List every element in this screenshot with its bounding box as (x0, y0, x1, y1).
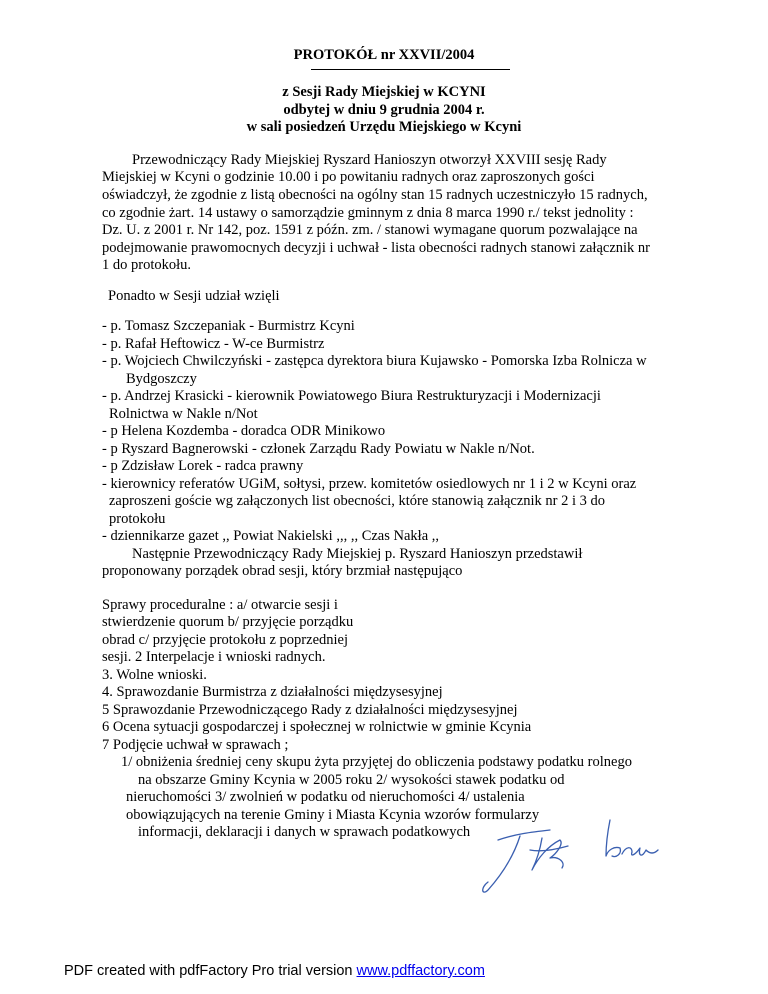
agenda-line: 3. Wolne wnioski. (102, 667, 207, 683)
subtitle-line-2: odbytej w dniu 9 grudnia 2004 r. (283, 102, 485, 118)
agenda-line: sesji. 2 Interpelacje i wnioski radnych. (102, 649, 326, 665)
intro-line: 1 do protokołu. (102, 257, 192, 273)
intro-line: Miejskiej w Kcyni o godzinie 10.00 i po powitaniu radnych oraz zaproszonych gości (102, 169, 595, 185)
intro-line: Przewodniczący Rady Miejskiej Ryszard Hanioszyn otworzył XXVIII sesję Rady (132, 152, 607, 168)
attendee-line: - p Ryszard Bagnerowski - członek Zarządu Rady Powiatu w Nakle n/Not. (102, 441, 535, 457)
attendee-line: - p. Wojciech Chwilczyński - zastępca dyrektora biura Kujawsko - Pomorska Izba Rolnicza w (102, 353, 647, 369)
agenda-line: nieruchomości 3/ zwolnień w podatku od nieruchomości 4/ ustalenia (126, 789, 525, 805)
document-title: PROTOKÓŁ nr XXVII/2004 (293, 47, 475, 63)
attendee-line: - p. Andrzej Krasicki - kierownik Powiatowego Biura Restrukturyzacji i Modernizacji (102, 388, 601, 404)
title-underline (311, 69, 510, 70)
agenda-line: 6 Ocena sytuacji gospodarczej i społecznej w rolnictwie w gminie Kcynia (102, 719, 532, 735)
agenda-line: obrad c/ przyjęcie protokołu z poprzedniej (102, 632, 348, 648)
intro-line: co zgodnie żart. 14 ustawy o samorządzie gminnym z dnia 8 marca 1990 r./ tekst jednolity : (102, 205, 634, 221)
subtitle-line-3: w sali posiedzeń Urzędu Miejskiego w Kcyni (246, 119, 522, 135)
attendee-line: Rolnictwa w Nakle n/Not (109, 406, 258, 422)
agenda-line: na obszarze Gminy Kcynia w 2005 roku 2/ wysokości stawek podatku od (138, 772, 565, 788)
agenda-line: informacji, deklaracji i danych w sprawach podatkowych (138, 824, 471, 840)
agenda-line: Sprawy proceduralne : a/ otwarcie sesji i (102, 597, 338, 613)
attendee-line: - p Helena Kozdemba - doradca ODR Minikowo (102, 423, 386, 439)
attendee-line: - p. Rafał Heftowicz - W-ce Burmistrz (102, 336, 325, 352)
attendee-line: - dziennikarze gazet ,, Powiat Nakielski ,,, ,, Czas Nakła ,, (102, 528, 440, 544)
attendee-line: - p Zdzisław Lorek - radca prawny (102, 458, 304, 474)
intro-line: podejmowanie prawomocnych decyzji i uchwał - lista obecności radnych stanowi załącznik nr (102, 240, 650, 256)
intro-line: Dz. U. z 2001 r. Nr 142, poz. 1591 z późn. zm. / stanowi wymagane quorum pozwalające na (102, 222, 638, 238)
subtitle-line-1: z Sesji Rady Miejskiej w KCYNI (282, 84, 486, 100)
intro-line: oświadczył, że zgodnie z listą obecności na ogólny stan 15 radnych uczestniczyło 15 radnych, (102, 187, 648, 203)
agenda-line: obowiązujących na terenie Gminy i Miasta Kcynia wzorów formularzy (126, 807, 540, 823)
agenda-line: stwierdzenie quorum b/ przyjęcie porządku (102, 614, 354, 630)
footer-link[interactable]: www.pdffactory.com (356, 963, 485, 979)
pdf-footer (64, 963, 485, 979)
agenda-line: 1/ obniżenia średniej ceny skupu żyta przyjętej do obliczenia podstawy podatku rolnego (121, 754, 632, 770)
attendee-line: Bydgoszczy (126, 371, 197, 387)
attendee-line: - kierownicy referatów UGiM, sołtysi, przew. komitetów osiedlowych nr 1 i 2 w Kcyni oraz (102, 476, 637, 492)
footer-text: PDF created with pdfFactory Pro trial version (64, 963, 357, 979)
attendee-line: - p. Tomasz Szczepaniak - Burmistrz Kcyni (102, 318, 355, 334)
attendees-heading: Ponadto w Sesji udział wzięli (108, 288, 280, 304)
attendee-line: Następnie Przewodniczący Rady Miejskiej p. Ryszard Hanioszyn przedstawił (132, 546, 583, 562)
agenda-line: 7 Podjęcie uchwał w sprawach ; (102, 737, 289, 753)
attendee-line: proponowany porządek obrad sesji, który brzmiał następująco (102, 563, 463, 579)
agenda-line: 4. Sprawozdanie Burmistrza z działalności międzysesyjnej (102, 684, 443, 700)
signature-icon (470, 810, 680, 905)
attendee-line: zaproszeni goście wg załączonych list obecności, które stanowią załącznik nr 2 i 3 do (109, 493, 606, 509)
agenda-line: 5 Sprawozdanie Przewodniczącego Rady z działalności międzysesyjnej (102, 702, 518, 718)
attendee-line: protokołu (109, 511, 166, 527)
